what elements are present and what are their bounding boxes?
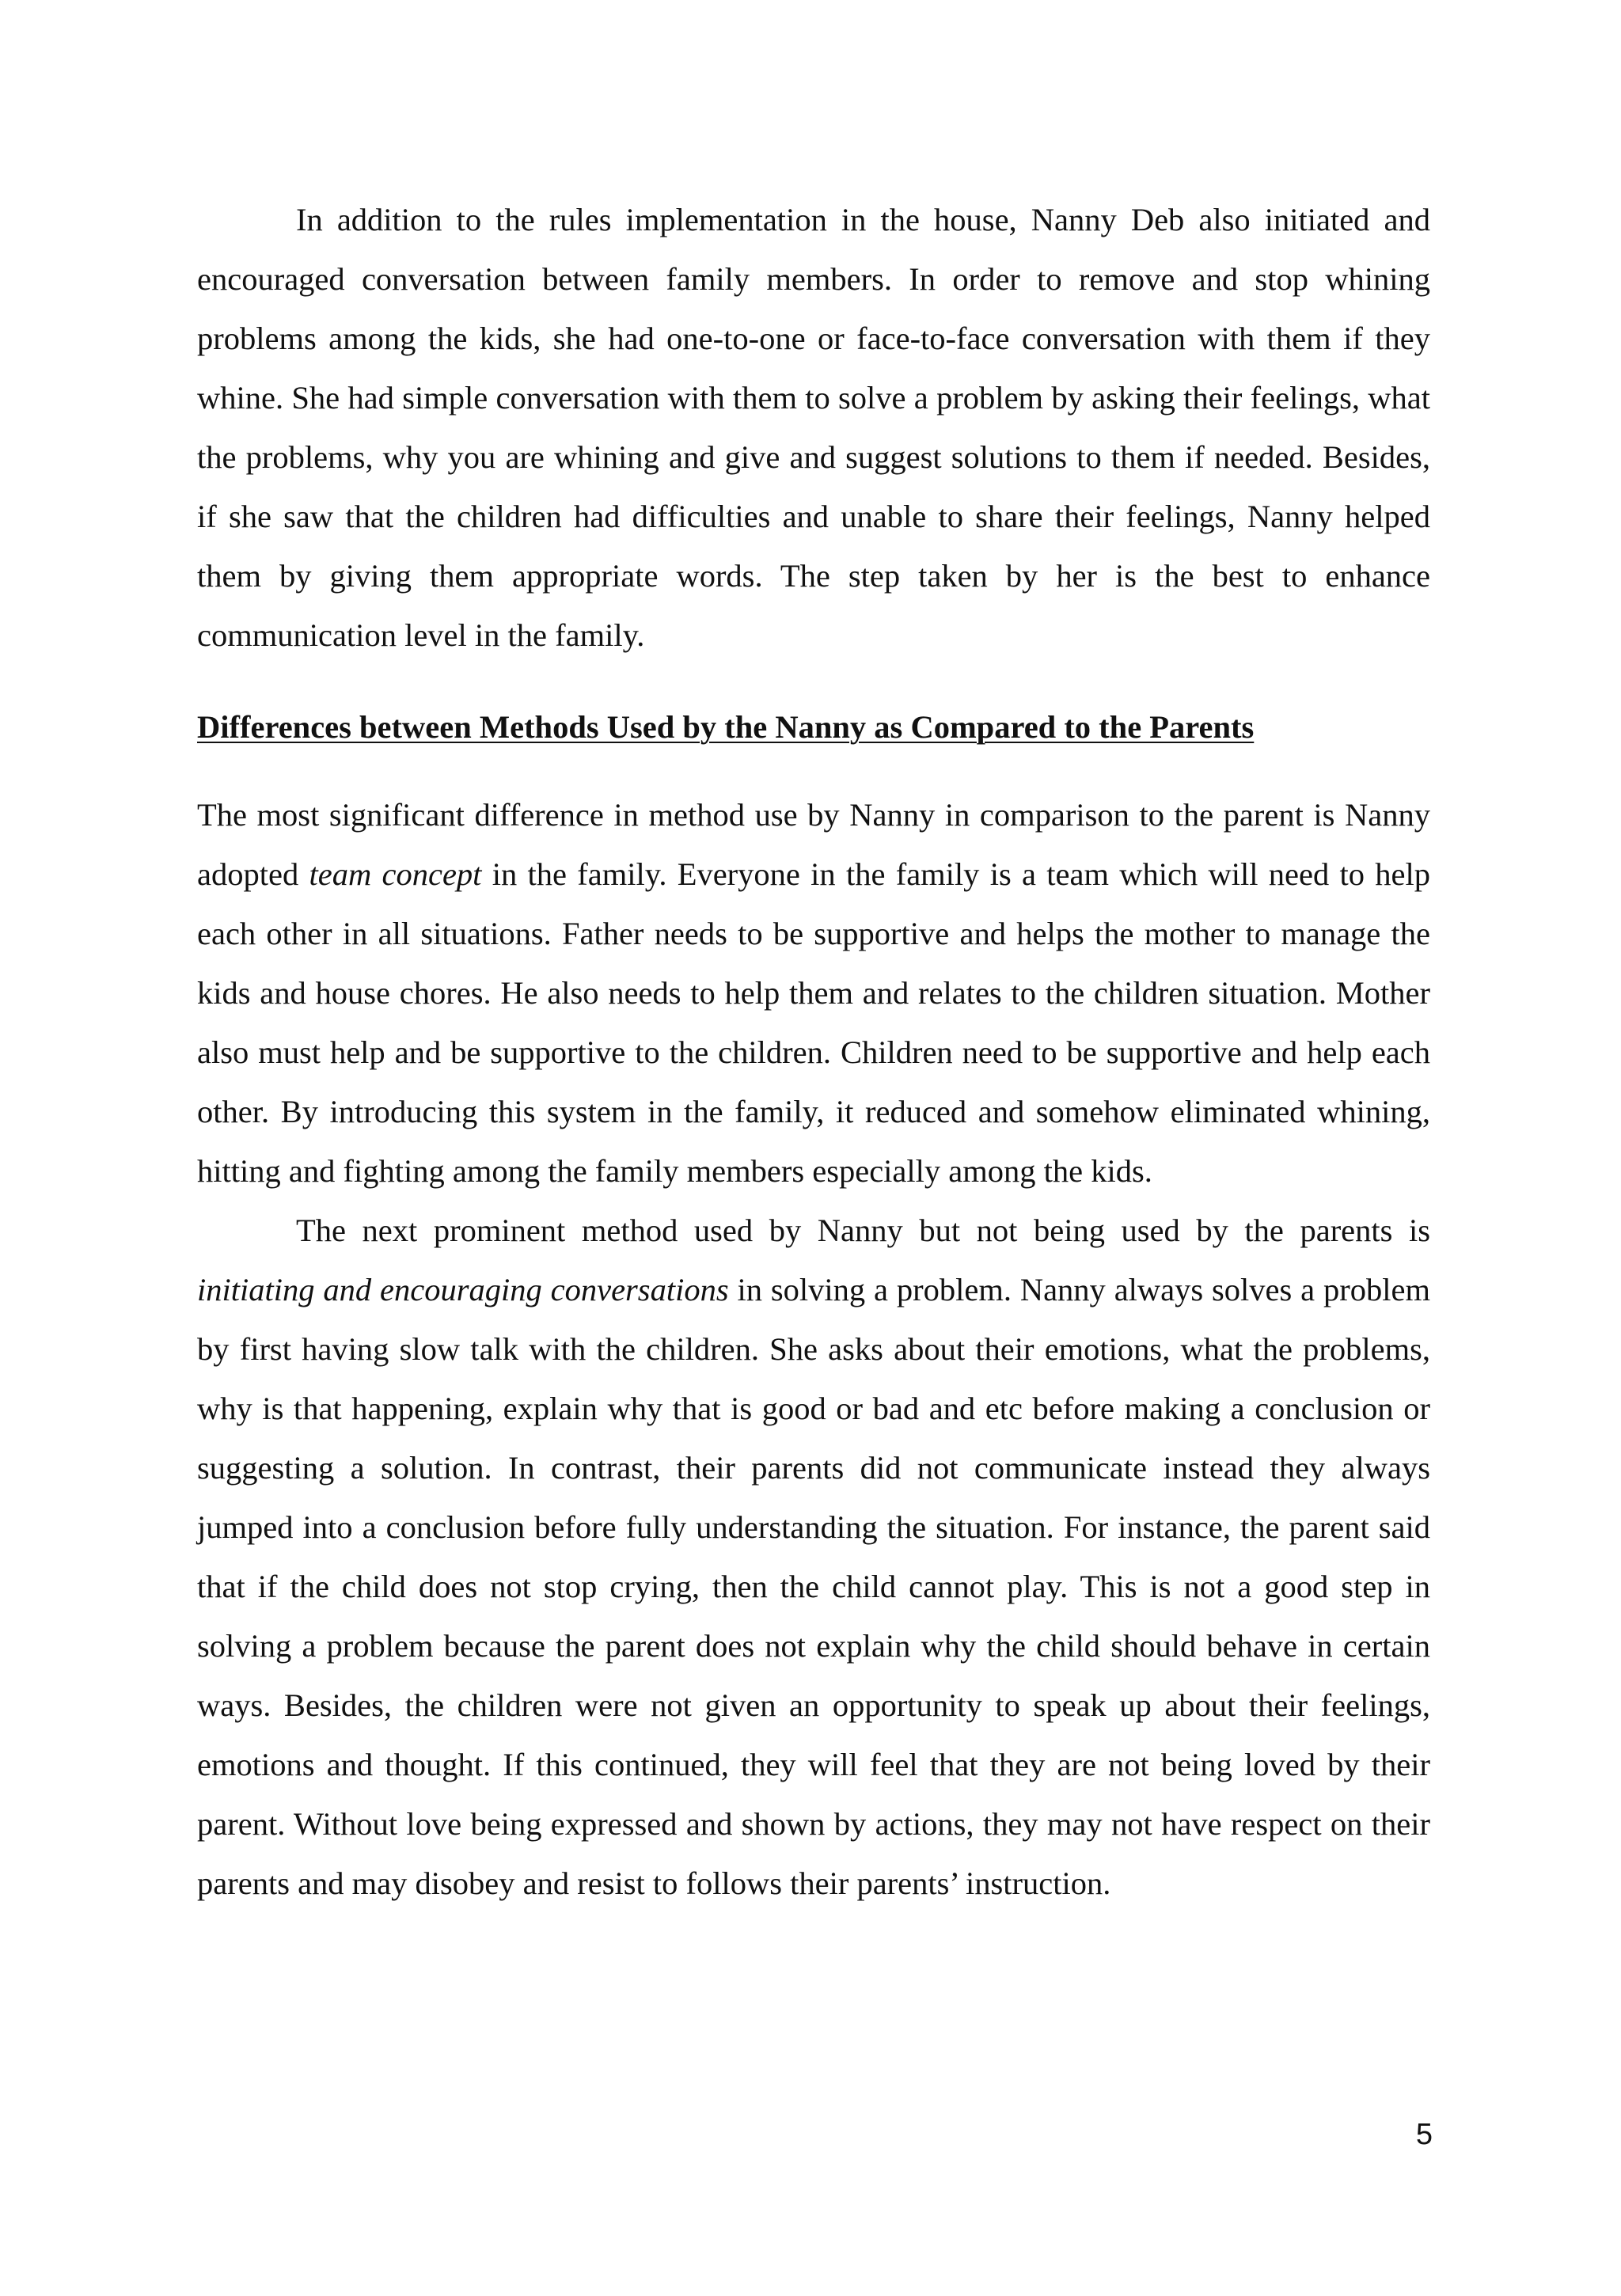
paragraph-text: The next prominent method used by Nanny but not being used by the parents is <box>296 1213 1430 1248</box>
page-content <box>197 190 1430 1913</box>
paragraph-text: in solving a problem. Nanny always solves a problem by first having slow talk with the children. She asks about their emotions, what the problems, why is that happening, explain why that is good or bad and etc before making a conclusion or suggesting a solution. In contrast, their parents did not communicate instead they always jumped into a conclusion before fully understanding the situation. For instance, the parent said that if the child does not stop crying, then the child cannot play. This is not a good step in solving a problem because the parent does not explain why the child should behave in certain ways. Besides, the children were not given an opportunity to speak up about their feelings, emotions and thought. If this continued, they will feel that they are not being loved by their parent. Without love being expressed and shown by actions, they may not have respect on their parents and may disobey and resist to follows their parents’ instruction. <box>197 1272 1430 1901</box>
page-number: 5 <box>1415 2118 1433 2151</box>
section-heading: Differences between Methods Used by the Nanny as Compared to the Parents <box>197 709 1255 745</box>
italic-term-conversations: initiating and encouraging conversations <box>197 1272 729 1307</box>
paragraph-team-concept <box>197 785 1430 1201</box>
paragraph-text: in the family. Everyone in the family is a team which will need to help each other in all situations. Father needs to be supportive and helps the mother to manage the kids and house chores. He also needs to help them and relates to the children situation. Mother also must help and be supportive to the children. Children need to be supportive and help each other. By introducing this system in the family, it reduced and somehow eliminated whining, hitting and fighting among the family members especially among the kids. <box>197 856 1430 1189</box>
paragraph-conversations <box>197 1201 1430 1913</box>
paragraph-rules-conversation: In addition to the rules implementation in the house, Nanny Deb also initiated and encouraged conversation between family members. In order to remove and stop whining problems among the kids, she had one-to-one or face-to-face conversation with them if they whine. She had simple conversation with them to solve a problem by asking their feelings, what the problems, why you are whining and give and suggest solutions to them if needed. Besides, if she saw that the children had difficulties and unable to share their feelings, Nanny helped them by giving them appropriate words. The step taken by her is the best to enhance communication level in the family. <box>197 202 1430 653</box>
paragraph-text: The most significant difference in method use by Nanny in comparison to the parent is Nanny adopted <box>197 797 1430 892</box>
italic-term-team-concept: team concept <box>309 856 482 892</box>
